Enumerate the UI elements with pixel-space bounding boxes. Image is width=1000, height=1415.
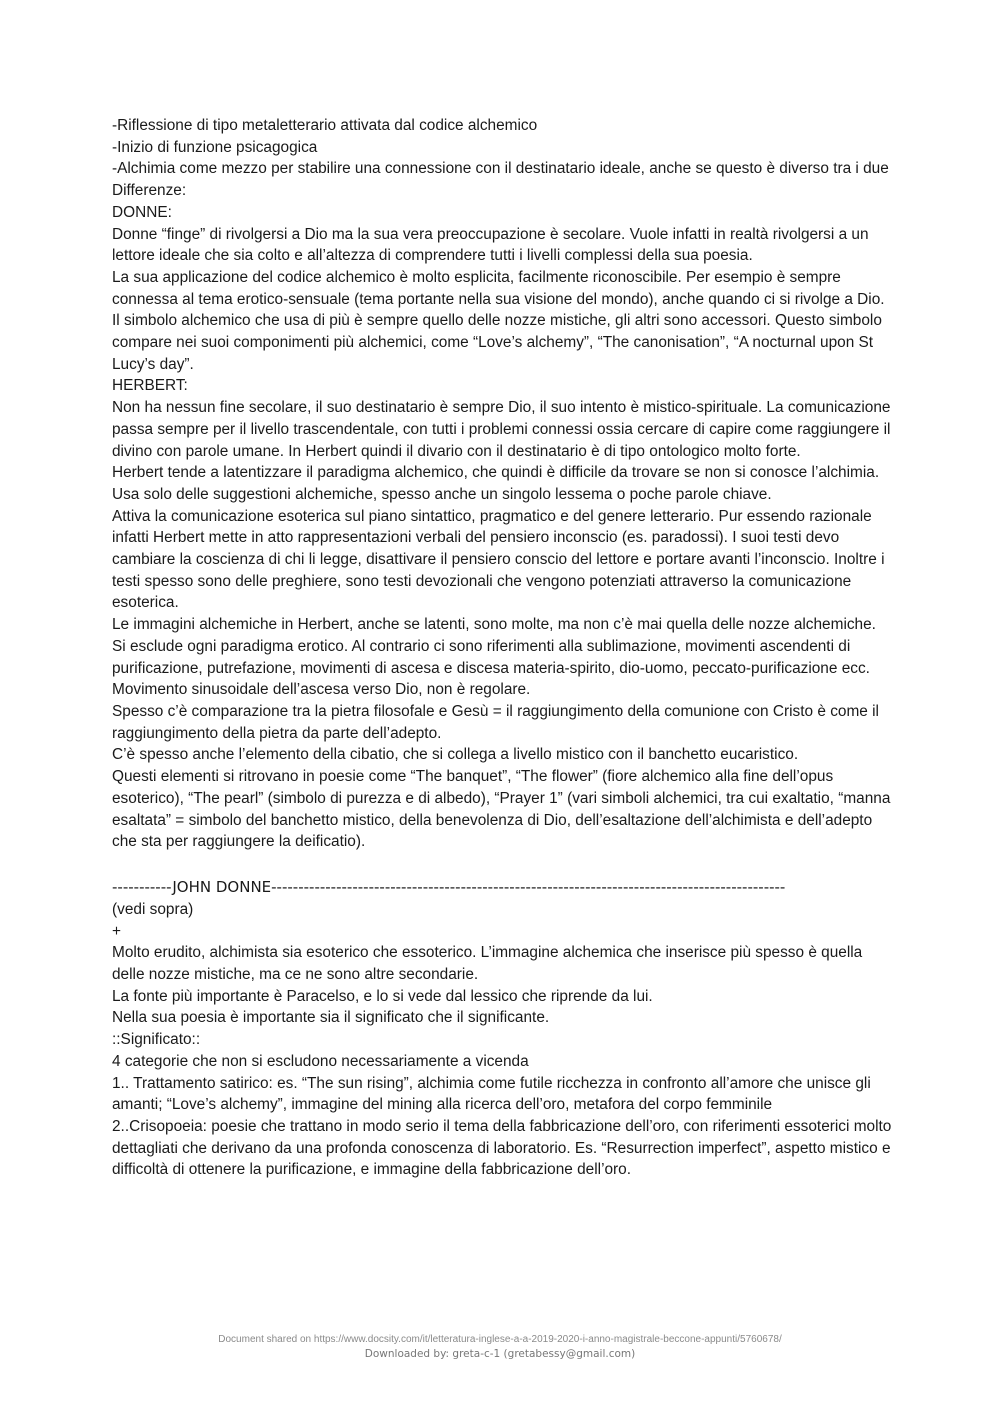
paragraph: Non ha nessun fine secolare, il suo destinatario è sempre Dio, il suo intento è mistico-spirituale. La comunicazione passa sempre per il livello trascendentale, con tutti i problemi connessi ossia cercare di capire come raggiungere il divino con parole umane. In Herbert quindi il divario con il destinatario è di tipo ontologico molto forte. <box>112 399 891 460</box>
paragraph: Molto erudito, alchimista sia esoterico che essoterico. L’immagine alchemica che inserisce più spesso è quella delle nozze mistiche, ma ce ne sono altre secondarie. <box>112 944 863 984</box>
paragraph-gap <box>112 853 892 875</box>
page-footer <box>0 1332 1000 1362</box>
paragraph: Questi elementi si ritrovano in poesie come “The banquet”, “The flower” (fiore alchemico alla fine dell’opus esoterico), “The pearl” (simbolo di purezza e di albedo), “Prayer 1” (vari simboli alchemici, tra cui exaltatio, “manna esaltata” = simbolo del banchetto mistico, della benevolenza di Dio, dell’esaltazione dell’alchimista e dell’adepto che sta per raggiungere la deificatio). <box>112 768 891 851</box>
paragraph: (vedi sopra) <box>112 900 194 918</box>
paragraph: 1.. Trattamento satirico: es. “The sun rising”, alchimia come futile ricchezza in confronto all’amore che unisce gli amanti; “Love’s alchemy”, immagine del mining alla ricerca dell’oro, metafora del corpo femminile <box>112 1074 871 1114</box>
paragraph: Attiva la comunicazione esoterica sul piano sintattico, pragmatico e del genere letterario. Pur essendo razionale infatti Herbert mette in atto rappresentazioni verbali del pensiero inconscio (es. paradossi). I suoi testi devo cambiare la coscienza di chi li legge, disattivare il pensiero conscio del lettore e portare avanti l’inconscio. Inoltre i testi spesso sono delle preghiere, sono testi devozionali che vengono potenziati attraverso la comunicazione esoterica. <box>112 507 885 612</box>
paragraph: DONNE: <box>112 203 172 221</box>
paragraph: 4 categorie che non si escludono necessariamente a vicenda <box>112 1052 529 1070</box>
paragraph: -Inizio di funzione psicagogica <box>112 138 318 156</box>
paragraph: Le immagini alchemiche in Herbert, anche se latenti, sono molte, ma non c’è mai quella delle nozze alchemiche. Si esclude ogni paradigma erotico. Al contrario ci sono riferimenti alla sublimazione, movimenti ascendenti di purificazione, putrefazione, movimenti di ascesa e discesa materia-spirito, dio-uomo, peccato-purificazione ecc. <box>112 616 876 677</box>
paragraph: Donne “finge” di rivolgersi a Dio ma la sua vera preoccupazione è secolare. Vuole infatti in realtà rivolgersi a un lettore ideale che sia colto e all’altezza di comprendere tutti i livelli complessi della sua poesia. <box>112 225 869 265</box>
paragraph: -Riflessione di tipo metaletterario attivata dal codice alchemico <box>112 117 538 134</box>
paragraph: La sua applicazione del codice alchemico è molto esplicita, facilmente riconoscibile. Per esempio è sempre connessa al tema erotico-sensuale (tema portante nella sua visione del mondo), anche quando ci si rivolge a Dio. Il simbolo alchemico che usa di più è sempre quello delle nozze mistiche, gli altri sono accessori. Questo simbolo compare nei suoi componimenti più alchemici, come “Love’s alchemy”, “The canonisation”, “A nocturnal upon St Lucy’s day”. <box>112 268 885 373</box>
paragraph: Nella sua poesia è importante sia il significato che il significante. <box>112 1009 550 1027</box>
paragraph: Differenze: <box>112 182 187 200</box>
paragraph: + <box>112 922 121 940</box>
paragraph: Movimento sinusoidale dell’ascesa verso Dio, non è regolare. <box>112 681 531 699</box>
shared-notice: Document shared on https://www.docsity.com/it/letteratura-inglese-a-a-2019-2020-i-anno-magistrale-beccone-appunti/5760678/ <box>218 1334 782 1345</box>
paragraph: ::Significato:: <box>112 1031 201 1049</box>
paragraph: -Alchimia come mezzo per stabilire una connessione con il destinatario ideale, anche se questo è diverso tra i due <box>112 160 889 178</box>
paragraph: HERBERT: <box>112 377 188 395</box>
download-notice: Downloaded by: greta-c-1 (gretabessy@gmail.com) <box>364 1348 636 1360</box>
paragraph: 2..Crisopoeia: poesie che trattano in modo serio il tema della fabbricazione dell’oro, con riferimenti essoterici molto dettagliati che derivano da una profonda conoscenza di laboratorio. Es. “Resurrection imperfect”, aspetto mistico e difficoltà di ottenere la purificazione, e immagine della fabbricazione dell’oro. <box>112 1117 892 1179</box>
paragraph: La fonte più importante è Paracelso, e lo si vede dal lessico che riprende da lui. <box>112 987 653 1005</box>
document-body <box>112 115 892 1181</box>
paragraph: C’è spesso anche l’elemento della cibatio, che si collega a livello mistico con il banchetto eucaristico. <box>112 746 799 764</box>
paragraph: Spesso c’è comparazione tra la pietra filosofale e Gesù = il raggiungimento della comunione con Cristo è come il raggiungimento della pietra da parte dell’adepto. <box>112 702 879 742</box>
section-heading: -----------JOHN DONNE----------------------------------------------------------------------------------------------- <box>112 877 786 896</box>
paragraph: Herbert tende a latentizzare il paradigma alchemico, che quindi è difficile da trovare se non si conosce l’alchimia. Usa solo delle suggestioni alchemiche, spesso anche un singolo lessema o poche parole chiave. <box>112 464 880 503</box>
